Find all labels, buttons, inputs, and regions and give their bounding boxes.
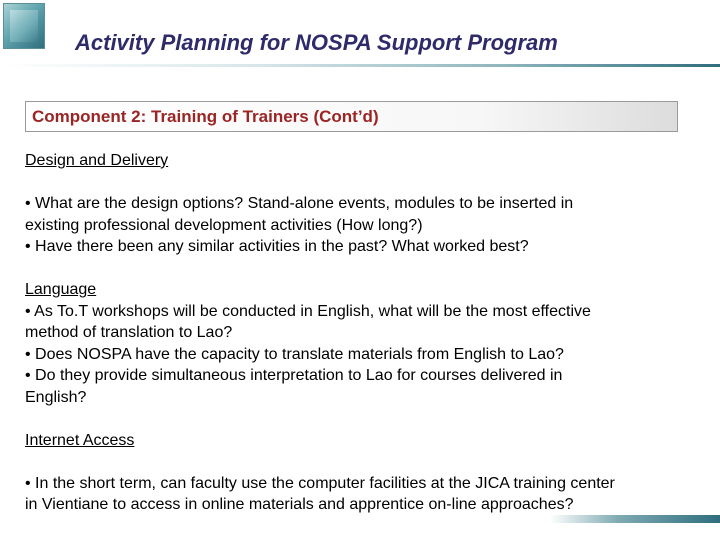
spacer	[25, 451, 695, 473]
language-line-4: • Do they provide simultaneous interpretation to Lao for courses delivered in	[25, 367, 563, 384]
component-title: Component 2: Training of Trainers (Cont’d)	[32, 107, 379, 126]
design-line-2: existing professional development activities (How long?)	[25, 216, 423, 234]
internet-line-1: • In the short term, can faculty use the computer facilities at the JICA training center	[25, 474, 615, 492]
spacer	[25, 172, 695, 194]
section-heading-language: Language	[25, 281, 97, 298]
decorative-corner-square	[3, 3, 45, 49]
section-heading-design: Design and Delivery	[25, 152, 169, 169]
section-heading-internet: Internet Access	[25, 431, 135, 449]
page-title: Activity Planning for NOSPA Support Program	[75, 30, 558, 55]
spacer	[25, 408, 695, 430]
language-line-2: method of translation to Lao?	[25, 324, 233, 341]
internet-line-2: in Vientiane to access in online materials and apprentice on-line approaches?	[25, 496, 574, 513]
spacer	[25, 258, 695, 280]
design-line-1: • What are the design options? Stand-alone events, modules to be inserted in	[25, 195, 574, 212]
design-line-3: • Have there been any similar activities in the past? What worked best?	[25, 238, 529, 255]
language-line-1: • As To.T workshops will be conducted in English, what will be the most effective	[25, 302, 591, 320]
language-line-3: • Does NOSPA have the capacity to translate materials from English to Lao?	[25, 345, 564, 363]
title-divider	[0, 64, 720, 67]
language-line-5: English?	[25, 388, 87, 406]
footer-accent-bar	[550, 515, 720, 523]
component-header-box	[25, 101, 678, 132]
slide-body	[25, 150, 695, 516]
